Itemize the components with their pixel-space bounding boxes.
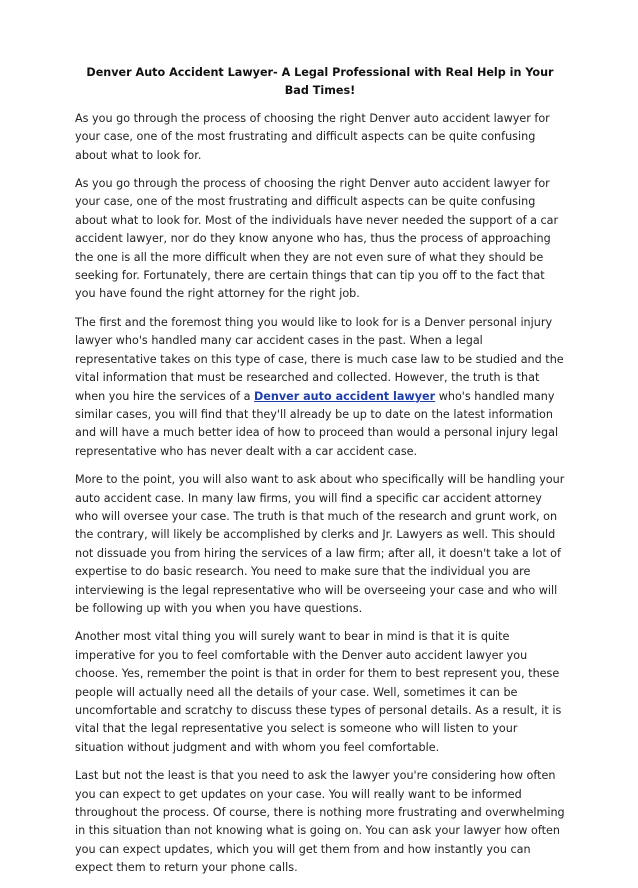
paragraph-5: Another most vital thing you will surely want to bear in mind is that it is quite imperative for you to feel comfortable with the Denver auto accident lawyer you choose. Yes, remember the point is that in order for them to best represent you, these people will actually need all the details of your case. Well, sometimes it can be uncomfortable and scratchy to discuss these types of personal details. As a result, it is vital that the legal representative you select is someone who will listen to your situation without judgment and with whom you feel comfortable. xyxy=(75,630,562,754)
paragraph-2: As you go through the process of choosing the right Denver auto accident lawyer for your case, one of the most frustrating and difficult aspects can be quite confusing about what to look for. Most of the individuals have never needed the support of a car accident lawyer, nor do they know anyone who has, thus the process of approaching the one is all the more difficult when they are not even sure of what they should be seeking for. Fortunately, there are certain things that can tip you off to the fact that you have found the right attorney for the right job. xyxy=(75,177,559,301)
paragraph-1: As you go through the process of choosing the right Denver auto accident lawyer for your case, one of the most frustrating and difficult aspects can be quite confusing about what to look for. xyxy=(75,111,550,162)
document-title: Denver Auto Accident Lawyer- A Legal Professional with Real Help in Your Bad Times! xyxy=(86,66,554,98)
paragraph-4: More to the point, you will also want to ask about who specifically will be handling your auto accident case. In many law firms, you will find a specific car accident attorney who will oversee your case. The truth is that much of the research and grunt work, on the contrary, will likely be accomplished by clerks and Jr. Lawyers as well. This should not dissuade you from hiring the services of a law firm; after all, it doesn't take a lot of expertise to do basic research. You need to make sure that the individual you are interviewing is the legal representative who will be overseeing your case and who will be following up with you when you have questions. xyxy=(75,473,565,615)
denver-auto-accident-lawyer-link[interactable]: Denver auto accident lawyer xyxy=(254,389,436,403)
paragraph-3-text-before: The first and the foremost thing you would like to look for is a Denver personal injury lawyer who's handled many car accident cases in the past. When a legal representative takes on this type of case, there is much case law to be studied and the vital information that must be researched and collected. However, the truth is that when you hire the services of a xyxy=(75,315,564,403)
paragraph-3-text-after: who's handled many similar cases, you will find that they'll already be up to date on the latest information and will have a much better idea of how to proceed than would a personal injury legal representative who has never dealt with a car accident case. xyxy=(75,389,559,458)
document-page xyxy=(75,64,565,888)
paragraph-3 xyxy=(75,314,565,461)
paragraph-6: Last but not the least is that you need to ask the lawyer you're considering how often you can expect to get updates on your case. You will really want to be informed throughout the process. Of course, there is nothing more frustrating and overwhelming in this situation than not knowing what is going on. You can ask your lawyer how often you can expect updates, which you will get them from and how instantly you can expect them to return your phone calls. xyxy=(75,769,565,875)
